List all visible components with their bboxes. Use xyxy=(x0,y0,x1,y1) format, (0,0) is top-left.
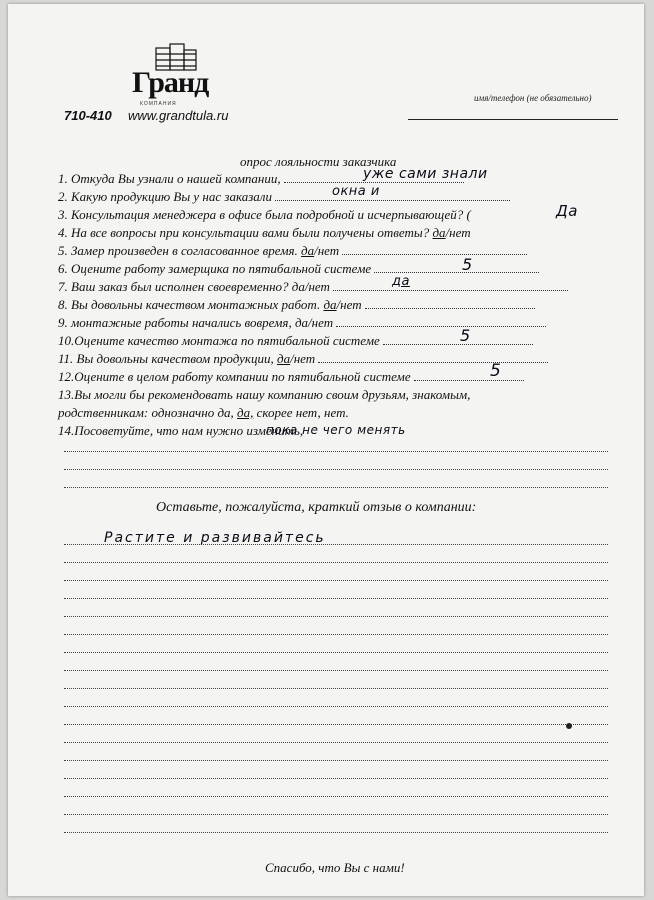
question-12-field[interactable] xyxy=(414,370,524,381)
survey-sheet xyxy=(8,4,644,896)
review-line[interactable] xyxy=(64,832,608,833)
form-title: опрос лояльности заказчика xyxy=(240,154,397,169)
question-7 xyxy=(58,279,568,295)
question-11-no[interactable]: /нет xyxy=(290,351,316,366)
review-line[interactable] xyxy=(64,814,608,815)
website-link[interactable]: www.grandtula.ru xyxy=(128,108,229,123)
question-7-answer: да xyxy=(392,274,410,289)
question-13-text: 13.Вы могли бы рекомендовать нашу компанию своим друзьям, знакомым, xyxy=(58,387,471,402)
question-8-field[interactable] xyxy=(365,298,535,309)
review-line[interactable] xyxy=(64,796,608,797)
review-line[interactable] xyxy=(64,724,608,725)
question-13 xyxy=(58,387,470,403)
question-4 xyxy=(58,225,471,241)
question-3-text: 3. Консультация менеджера в офисе была подробной и исчерпывающей? ( xyxy=(58,207,471,222)
question-13-options xyxy=(58,405,349,421)
review-line[interactable] xyxy=(64,598,608,599)
review-line[interactable] xyxy=(64,706,608,707)
advice-line[interactable] xyxy=(64,451,608,452)
thanks-footer: Спасибо, что Вы с нами! xyxy=(265,860,405,875)
question-9-field[interactable] xyxy=(336,316,546,327)
question-11 xyxy=(58,351,548,367)
question-11-text: 11. Вы довольны качеством продукции, xyxy=(58,351,277,366)
review-line[interactable] xyxy=(64,760,608,761)
question-14-text: 14.Посоветуйте, что нам нужно изменить, xyxy=(58,423,304,438)
question-8-yes[interactable]: да xyxy=(323,297,337,312)
question-2-text: 2. Какую продукцию Вы у нас заказали xyxy=(58,189,272,204)
question-8-text: 8. Вы довольны качеством монтажных работ. xyxy=(58,297,324,312)
question-8 xyxy=(58,297,535,313)
question-10-answer: 5 xyxy=(460,326,471,345)
question-1-text: 1. Откуда Вы узнали о нашей компании, xyxy=(58,171,281,186)
question-2-field[interactable] xyxy=(275,190,510,201)
question-12 xyxy=(58,369,524,385)
question-7-text: 7. Ваш заказ был исполнен своевременно? да/нет xyxy=(58,279,330,294)
review-line[interactable] xyxy=(64,652,608,653)
question-6-answer: 5 xyxy=(462,255,473,274)
question-4-yes[interactable]: да xyxy=(432,225,446,240)
question-3-answer: Да xyxy=(556,202,578,220)
question-14-answer: пока не чего менять xyxy=(266,423,406,437)
question-10-text: 10.Оцените качество монтажа по пятибальной системе xyxy=(58,333,380,348)
advice-line[interactable] xyxy=(64,487,608,488)
contact-label: имя/телефон (не обязательно) xyxy=(474,93,592,103)
review-line[interactable] xyxy=(64,778,608,779)
logo-text: Гранд xyxy=(132,66,209,99)
question-12-answer: 5 xyxy=(490,361,502,381)
question-12-text: 12.Оцените в целом работу компании по пятибальной системе xyxy=(58,369,411,384)
review-line[interactable] xyxy=(64,580,608,581)
question-1-answer: уже сами знали xyxy=(363,166,488,182)
logo-subtext: КОМПАНИЯ xyxy=(140,101,177,107)
review-line[interactable] xyxy=(64,670,608,671)
question-7-field[interactable] xyxy=(333,280,568,291)
question-13-option-other[interactable]: скорее нет, нет. xyxy=(253,405,349,420)
question-5-text: 5. Замер произведен в согласованное время. xyxy=(58,243,302,258)
question-5-no[interactable]: /нет xyxy=(314,243,340,258)
question-4-text: 4. На все вопросы при консультации вами были получены ответы? xyxy=(58,225,433,240)
phone-number: 710-410 xyxy=(64,108,112,123)
review-line[interactable] xyxy=(64,562,608,563)
review-title: Оставьте, пожалуйста, краткий отзыв о компании: xyxy=(156,500,477,515)
question-6-text: 6. Оцените работу замерщика по пятибальной системе xyxy=(58,261,372,276)
question-11-yes[interactable]: да xyxy=(277,351,291,366)
question-6-field[interactable] xyxy=(374,262,539,273)
advice-line[interactable] xyxy=(64,469,608,470)
review-line[interactable] xyxy=(64,688,608,689)
question-5-yes[interactable]: да xyxy=(301,243,315,258)
ink-spot xyxy=(566,723,572,729)
review-line[interactable] xyxy=(64,544,608,545)
question-4-no[interactable]: /нет xyxy=(445,225,471,240)
question-5 xyxy=(58,243,527,259)
question-3 xyxy=(58,207,471,223)
review-answer: Растите и развивайтесь xyxy=(104,530,326,546)
question-13-option-yes[interactable]: да, xyxy=(237,405,254,420)
question-8-no[interactable]: /нет xyxy=(336,297,362,312)
question-13-option-definitely[interactable]: родственникам: однозначно да, xyxy=(58,405,238,420)
contact-field[interactable] xyxy=(408,119,618,120)
question-2 xyxy=(58,189,510,205)
question-9-text: 9. монтажные работы начались вовремя, да/нет xyxy=(58,315,334,330)
review-line[interactable] xyxy=(64,634,608,635)
question-5-field[interactable] xyxy=(342,244,527,255)
review-line[interactable] xyxy=(64,616,608,617)
question-11-field[interactable] xyxy=(318,352,548,363)
question-10-field[interactable] xyxy=(383,334,533,345)
question-9 xyxy=(58,315,546,331)
question-2-answer: окна и xyxy=(332,184,380,199)
review-line[interactable] xyxy=(64,742,608,743)
